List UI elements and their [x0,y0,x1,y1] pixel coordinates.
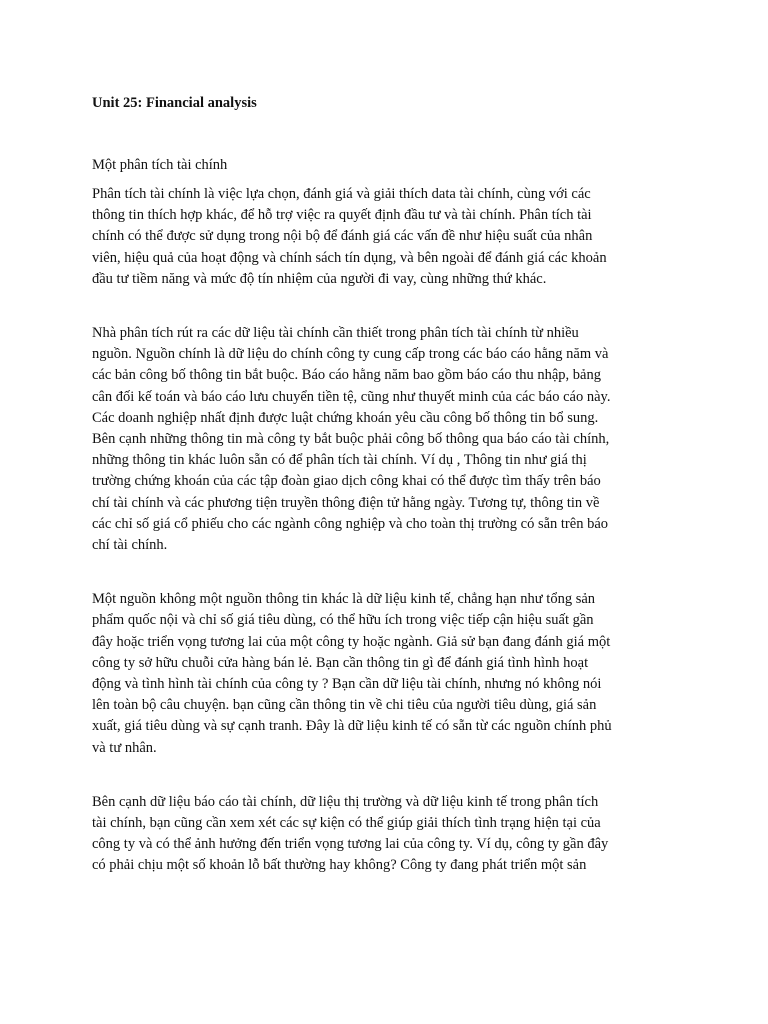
paragraph-line: và tư nhân. [92,739,157,756]
paragraph-line: công ty và có thể ảnh hưởng đến triển vọng tương lai của công ty. Ví dụ, công ty gần đây [92,836,609,853]
paragraph-line: Nhà phân tích rút ra các dữ liệu tài chính cần thiết trong phân tích tài chính từ nhiều [92,325,579,342]
paragraph-line: có phải chịu một số khoản lỗ bất thường hay không? Công ty đang phát triển một sản [92,857,587,874]
paragraph-line: chí tài chính và các phương tiện truyền thông điện tử hằng ngày. Tương tự, thông tin về [92,494,600,511]
document-body [92,93,682,877]
paragraph-line: đây hoặc triển vọng tương lai của một công ty hoặc ngành. Giả sử bạn đang đánh giá một [92,633,611,650]
paragraph-line: Bên cạnh dữ liệu báo cáo tài chính, dữ liệu thị trường và dữ liệu kinh tế trong phân tích [92,793,599,810]
paragraph-line: đầu tư tiềm năng và mức độ tín nhiệm của người đi vay, cùng những thứ khác. [92,270,547,287]
paragraph-line: công ty sở hữu chuỗi cửa hàng bán lẻ. Bạn cần thông tin gì để đánh giá tình hình hoạt [92,654,589,671]
paragraph [92,589,682,759]
paragraph-line: nguồn. Nguồn chính là dữ liệu do chính công ty cung cấp trong các báo cáo hằng năm và [92,346,609,363]
paragraph-list [92,184,682,877]
paragraph [92,184,682,290]
paragraph [92,323,682,556]
paragraph-line: những thông tin khác luôn sẵn có để phân tích tài chính. Ví dụ , Thông tin như giá thị [92,452,587,469]
section-subtitle: Một phân tích tài chính [92,157,228,173]
paragraph-line: phẩm quốc nội và chỉ số giá tiêu dùng, có thể hữu ích trong việc tiếp cận hiệu suất gần [92,612,594,629]
paragraph-line: chí tài chính. [92,537,168,554]
paragraph-line: các chỉ số giá cổ phiếu cho các ngành công nghiệp và cho toàn thị trường có sẵn trên báo [92,515,609,532]
paragraph-line: xuất, giá tiêu dùng và sự cạnh tranh. Đây là dữ liệu kinh tế có sẵn từ các nguồn chính phủ [92,718,612,735]
paragraph-line: trường chứng khoán của các tập đoàn giao dịch công khai có thể được tìm thấy trên báo [92,473,601,490]
paragraph-line: các bản công bố thông tin bắt buộc. Báo cáo hằng năm bao gồm báo cáo thu nhập, bảng [92,367,601,384]
paragraph-line: Một nguồn không một nguồn thông tin khác là dữ liệu kinh tế, chẳng hạn như tổng sản [92,591,596,608]
paragraph-line: thông tin thích hợp khác, để hỗ trợ việc ra quyết định đầu tư và tài chính. Phân tích tài [92,207,592,224]
paragraph-line: cân đối kế toán và báo cáo lưu chuyển tiền tệ, cũng như thuyết minh của các báo cáo này. [92,388,611,405]
paragraph-line: động và tình hình tài chính của công ty ? Bạn cần dữ liệu tài chính, nhưng nó không nói [92,676,602,693]
paragraph-line: lên toàn bộ câu chuyện. bạn cũng cần thông tin về chi tiêu của người tiêu dùng, giá sản [92,697,597,714]
document-title: Unit 25: Financial analysis [92,95,257,111]
paragraph-line: tài chính, bạn cũng cần xem xét các sự kiện có thể giúp giải thích tình trạng hiện tại của [92,815,601,832]
paragraph [92,792,682,877]
paragraph-line: chính có thể được sử dụng trong nội bộ để đánh giá các vấn đề như hiệu suất của nhân [92,228,593,245]
paragraph-line: Bên cạnh những thông tin mà công ty bắt buộc phải công bố thông qua báo cáo tài chính, [92,431,610,448]
paragraph-line: viên, hiệu quả của hoạt động và chính sách tín dụng, và bên ngoài để đánh giá các khoản [92,249,607,266]
paragraph-line: Các doanh nghiệp nhất định được luật chứng khoán yêu cầu công bố thông tin bổ sung. [92,409,599,426]
paragraph-line: Phân tích tài chính là việc lựa chọn, đánh giá và giải thích data tài chính, cùng với các [92,186,591,202]
